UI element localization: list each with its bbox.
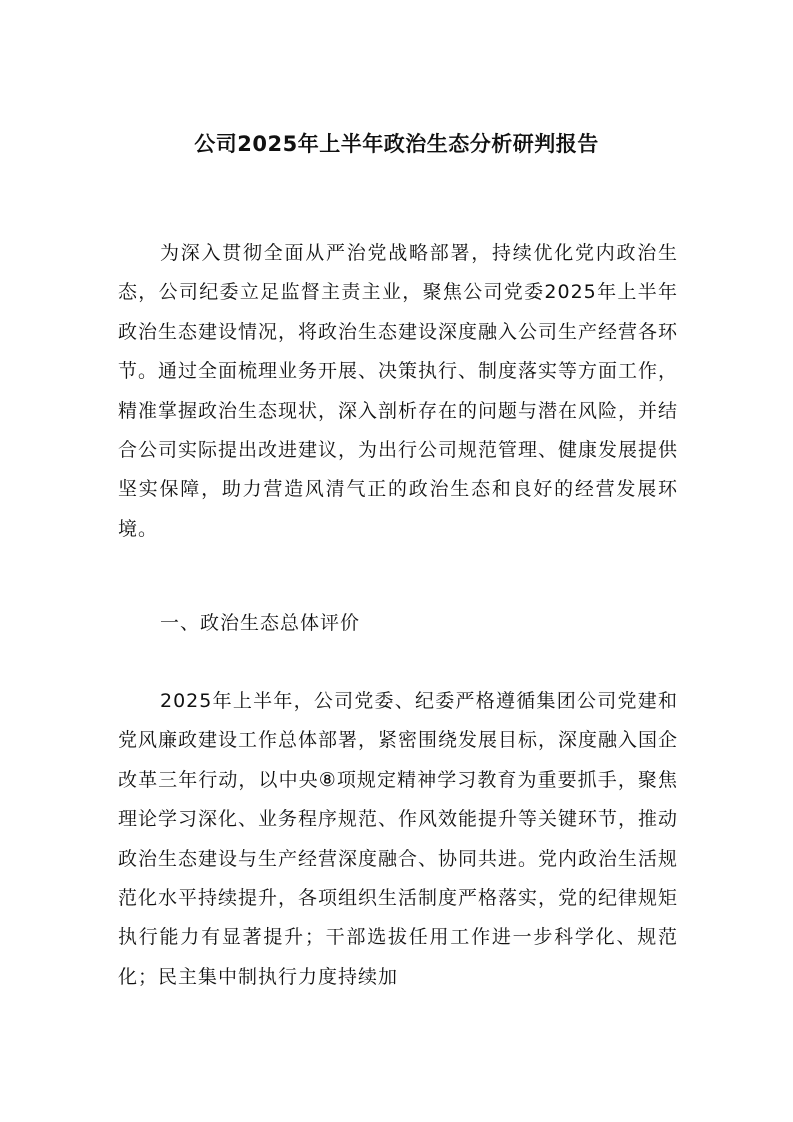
section-heading: 一、政治生态总体评价 bbox=[160, 612, 361, 634]
intro-paragraph: 为深入贯彻全面从严治党战略部署，持续优化党内政治生态，公司纪委立足监督主责主业，聚焦公司党委2025年上半年政治生态建设情况，将政治生态建设深度融入公司生产经营各环节。通过全面梳理业务开展、决策执行、制度落实等方面工作，精准掌握政治生态现状，深入剖析存在的问题与潜在风险，并结合公司实际提出改进建议，为出行公司规范管理、健康发展提供坚实保障，助力营造风清气正的政治生态和良好的经营发展环境。 bbox=[118, 242, 679, 540]
document-title: 公司2025年上半年政治生态分析研判报告 bbox=[194, 132, 599, 156]
body-paragraph: 2025年上半年，公司党委、纪委严格遵循集团公司党建和党风廉政建设工作总体部署，紧密围绕发展目标，深度融入国企改革三年行动，以中央⑧项规定精神学习教育为重要抓手，聚焦理论学习深化、业务程序规范、作风效能提升等关键环节，推动政治生态建设与生产经营深度融合、协同共进。党内政治生活规范化水平持续提升，各项组织生活制度严格落实，党的纪律规矩执行能力有显著提升；干部选拔任用工作进一步科学化、规范化；民主集中制执行力度持续加 bbox=[118, 690, 679, 988]
